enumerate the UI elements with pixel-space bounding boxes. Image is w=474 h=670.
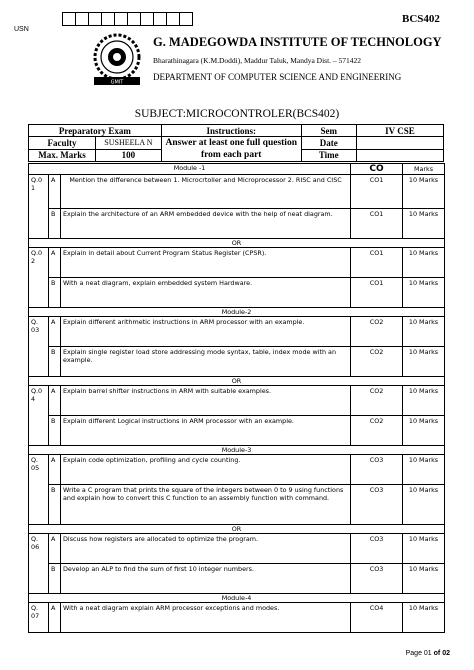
marks-value: 10 Marks xyxy=(403,603,445,633)
marks-header: Marks xyxy=(403,164,445,175)
marks-value: 10 Marks xyxy=(403,416,445,446)
question-text: Explain the architecture of an ARM embedded device with the help of neat diagram. xyxy=(61,209,351,239)
usn-box xyxy=(140,12,154,26)
module-2-header: Module-2 xyxy=(29,308,445,317)
question-number: Q. 06 xyxy=(29,534,49,594)
usn-box xyxy=(166,12,180,26)
instructions-text: Answer at least one full question from each part xyxy=(161,137,301,162)
co-value: CO2 xyxy=(351,317,403,347)
usn-box xyxy=(153,12,167,26)
question-text: Write a C program that prints the square of the integers between 0 to 9 using functions and explain how to convert this C function to an assembly function with command. xyxy=(61,485,351,525)
faculty-value: SUSHEELA N xyxy=(96,137,162,150)
question-number: Q.0 4 xyxy=(29,386,49,446)
question-text: Mention the difference between 1. Microcrtoller and Microprocessor 2. RISC and CISC xyxy=(61,175,351,209)
exam-info-table xyxy=(28,124,444,162)
usn-box xyxy=(179,12,193,26)
co-value: CO1 xyxy=(351,278,403,308)
co-value: CO2 xyxy=(351,416,403,446)
usn-box xyxy=(114,12,128,26)
institute-logo xyxy=(88,32,146,86)
question-text: With a neat diagram, explain embedded system Hardware. xyxy=(61,278,351,308)
marks-value: 10 Marks xyxy=(403,534,445,564)
marks-value: 10 Marks xyxy=(403,347,445,377)
max-marks-value: 100 xyxy=(96,149,162,162)
part-label: A xyxy=(49,317,61,347)
or-separator: OR xyxy=(29,239,445,248)
co-value: CO2 xyxy=(351,347,403,377)
co-header: CO xyxy=(351,164,403,175)
part-label: A xyxy=(49,455,61,485)
question-number: Q.0 2 xyxy=(29,248,49,308)
question-table xyxy=(28,163,445,633)
question-text: Explain code optimization, profiling and cycle counting. xyxy=(61,455,351,485)
or-separator: OR xyxy=(29,525,445,534)
question-text: Explain single register load store addressing mode syntax, table, index mode with an example. xyxy=(61,347,351,377)
marks-value: 10 Marks xyxy=(403,209,445,239)
marks-value: 10 Marks xyxy=(403,564,445,594)
co-value: CO3 xyxy=(351,564,403,594)
co-value: CO3 xyxy=(351,534,403,564)
marks-value: 10 Marks xyxy=(403,386,445,416)
page-number xyxy=(406,650,450,657)
part-label: B xyxy=(49,485,61,525)
question-number: Q. 03 xyxy=(29,317,49,377)
co-value: CO1 xyxy=(351,209,403,239)
question-text: Explain barrel shifter instructions in ARM with suitable examples. xyxy=(61,386,351,416)
page-total: 02 xyxy=(442,650,450,657)
part-label: B xyxy=(49,278,61,308)
institute-address: Bharathinagara (K.M.Doddi), Maddur Taluk, Mandya Dist. – 571422 xyxy=(153,56,362,65)
part-label: B xyxy=(49,347,61,377)
co-value: CO2 xyxy=(351,386,403,416)
usn-box xyxy=(101,12,115,26)
exam-name: Preparatory Exam xyxy=(29,125,162,137)
paper-code: BCS402 xyxy=(402,13,440,25)
institute-name: G. MADEGOWDA INSTITUTE OF TECHNOLOGY xyxy=(153,35,442,49)
part-label: B xyxy=(49,416,61,446)
sem-label: Sem xyxy=(301,125,356,137)
question-text: Explain different Logical instructions in ARM processor with an example. xyxy=(61,416,351,446)
page-prefix: Page xyxy=(405,650,424,657)
logo-text: GMIT xyxy=(110,79,124,86)
co-value: CO4 xyxy=(351,603,403,633)
marks-value: 10 Marks xyxy=(403,248,445,278)
part-label: A xyxy=(49,175,61,209)
co-value: CO3 xyxy=(351,455,403,485)
max-marks-label: Max. Marks xyxy=(29,149,96,162)
marks-value: 10 Marks xyxy=(403,175,445,209)
question-number: Q. 07 xyxy=(29,603,49,633)
page-of: of xyxy=(431,650,443,657)
marks-value: 10 Marks xyxy=(403,485,445,525)
part-label: B xyxy=(49,564,61,594)
department-name: DEPARTMENT OF COMPUTER SCIENCE AND ENGINEERING xyxy=(153,72,402,82)
co-value: CO1 xyxy=(351,175,403,209)
part-label: B xyxy=(49,209,61,239)
marks-value: 10 Marks xyxy=(403,278,445,308)
subject-title: SUBJECT:MICROCONTROLER(BCS402) xyxy=(134,108,340,120)
module-1-header: Module -1 xyxy=(29,164,351,175)
time-label: Time xyxy=(301,149,356,162)
question-text: Explain in detail about Current Program Status Register (CPSR). xyxy=(61,248,351,278)
question-text: Develop an ALP to find the sum of first 10 integer numbers. xyxy=(61,564,351,594)
module-3-header: Module-3 xyxy=(29,446,445,455)
co-value: CO3 xyxy=(351,485,403,525)
part-label: A xyxy=(49,603,61,633)
co-value: CO1 xyxy=(351,248,403,278)
question-text: Discuss how registers are allocated to optimize the program. xyxy=(61,534,351,564)
time-value xyxy=(356,149,443,162)
question-number: Q.0 1 xyxy=(29,175,49,239)
usn-box xyxy=(88,12,102,26)
part-label: A xyxy=(49,386,61,416)
instructions-label: Instructions: xyxy=(161,125,301,137)
part-label: A xyxy=(49,248,61,278)
or-separator: OR xyxy=(29,377,445,386)
question-number: Q. 05 xyxy=(29,455,49,525)
question-text: Explain different arithmetic instructions in ARM processor with an example. xyxy=(61,317,351,347)
marks-value: 10 Marks xyxy=(403,455,445,485)
usn-box xyxy=(62,12,76,26)
page-current: 01 xyxy=(423,650,432,657)
usn-boxes xyxy=(62,12,192,26)
date-label: Date xyxy=(301,137,356,150)
sem-value: IV CSE xyxy=(356,125,443,137)
module-4-header: Module-4 xyxy=(29,594,445,603)
usn-box xyxy=(75,12,89,26)
question-text: With a neat diagram explain ARM processor exceptions and modes. xyxy=(61,603,351,633)
date-value xyxy=(356,137,443,150)
marks-value: 10 Marks xyxy=(403,317,445,347)
usn-label: USN xyxy=(14,26,29,33)
part-label: A xyxy=(49,534,61,564)
usn-box xyxy=(127,12,141,26)
faculty-label: Faculty xyxy=(29,137,96,150)
